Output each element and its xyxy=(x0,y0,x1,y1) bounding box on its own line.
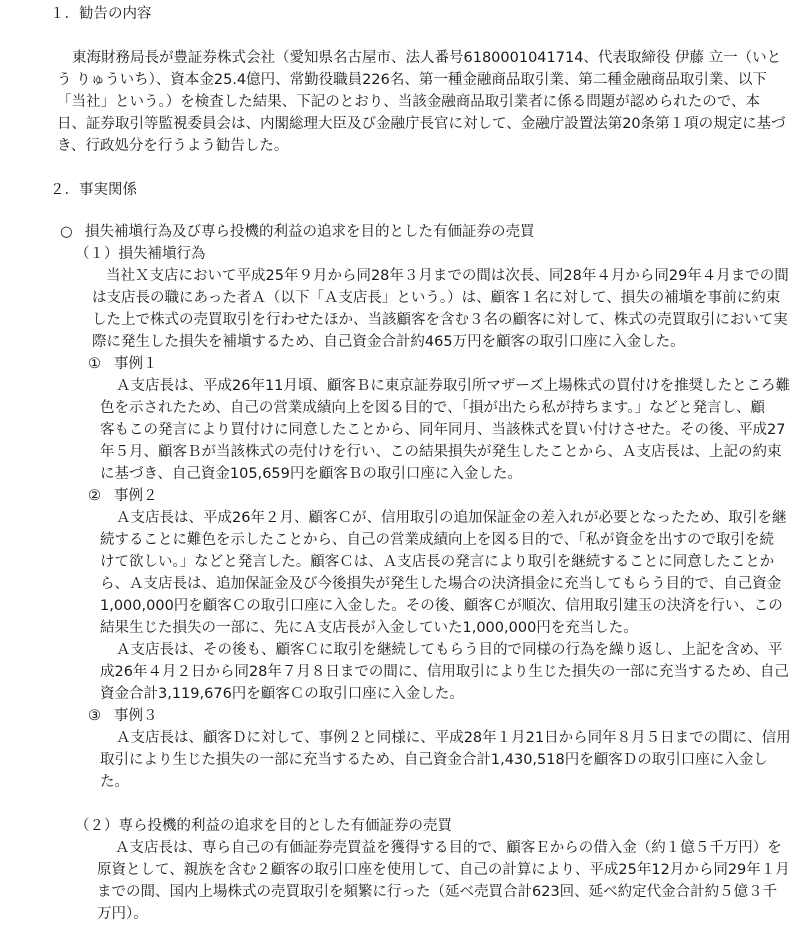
spacer xyxy=(0,157,805,179)
paragraph-line: 東海財務局長が豊証券株式会社（愛知県名古屋市、法人番号6180001041714、代表取締役 伊藤 立一（いと xyxy=(72,50,782,66)
case-1-heading xyxy=(0,353,805,375)
paragraph-line: けて欲しい。」などと発言した。顧客Ｃは、Ａ支店長の発言により取引を継続することに同意したことか xyxy=(100,554,775,570)
section1-heading: １．勧告の内容 xyxy=(50,6,152,22)
paragraph-line: ら、Ａ支店長は、追加保証金及び今後損失が発生した場合の決済損金に充当してもらう目的で、自己資金 xyxy=(100,576,782,592)
document xyxy=(0,3,805,925)
paragraph-line: 日、証券取引等監視委員会は、内閣総理大臣及び金融庁長官に対して、金融庁設置法第20条第１項の規定に基づ xyxy=(57,116,786,132)
sub2-heading: （２）専ら投機的利益の追求を目的とした有価証券の売買 xyxy=(75,818,452,834)
paragraph-line: Ａ支店長は、平成26年２月、顧客Ｃが、信用取引の追加保証金の差入れが必要となったため、取引を継 xyxy=(116,510,787,526)
paragraph-line: 資金合計3,119,676円を顧客Ｃの取引口座に入金した。 xyxy=(100,686,464,702)
paragraph-line: Ａ支店長は、顧客Ｄに対して、事例２と同様に、平成28年１月21日から同年８月５日までの間に、信用 xyxy=(116,730,791,746)
case-marker: ① xyxy=(88,356,101,372)
spacer xyxy=(0,793,805,815)
paragraph-line: 結果生じた損失の一部に、先にＡ支店長が入金していた1,000,000円を充当した。 xyxy=(100,620,638,636)
spacer xyxy=(0,201,805,221)
paragraph-line: 原資として、親族を含む２顧客の取引口座を使用して、自己の計算により、平成25年12月から同29年１月 xyxy=(97,862,790,878)
paragraph-line: う りゅういち）、資本金25.4億円、常勤役職員226名、第一種金融商品取引業、第二種金融商品取引業、以下 xyxy=(57,72,767,88)
paragraph-line: 1,000,000円を顧客Ｃの取引口座に入金した。その後、顧客Ｃが順次、信用取引建玉の決済を行い、この xyxy=(100,598,783,614)
paragraph-line: に基づき、自己資金105,659円を顧客Ｂの取引口座に入金した。 xyxy=(100,466,522,482)
paragraph-line: は支店長の職にあった者Ａ（以下「Ａ支店長」という。）は、顧客１名に対して、損失の補塡を事前に約束 xyxy=(92,290,781,306)
paragraph-line: した上で株式の売買取引を行わせたほか、当該顧客を含む３名の顧客に対して、株式の売買取引において実 xyxy=(92,312,788,328)
case-3-heading xyxy=(0,705,805,727)
paragraph-line: 成26年４月２日から同28年７月８日までの間に、信用取引により生じた損失の一部に充当するため、自己 xyxy=(100,664,789,680)
case-title: 事例３ xyxy=(114,708,158,724)
paragraph-line: 続することに難色を示したことから、自己の営業成績向上を図る目的で、「私が資金を出すので取引を続 xyxy=(100,532,774,548)
paragraph-line: 取引により生じた損失の一部に充当するため、自己資金合計1,430,518円を顧客Ｄの取引口座に入金し xyxy=(100,752,768,768)
paragraph-line: 色を示されたため、自己の営業成績向上を図る目的で、「損が出たら私が持ちます。」などと発言し、顧 xyxy=(100,400,765,416)
paragraph-line: た。 xyxy=(100,774,129,790)
paragraph-line: 当社Ｘ支店において平成25年９月から同28年３月までの間は次長、同28年４月から同29年４月までの間 xyxy=(106,268,789,284)
case-marker: ② xyxy=(88,488,101,504)
paragraph-line: 客もこの発言により買付けに同意したことから、同年同月、当該株式を買い付けさせた。その後、平成27 xyxy=(100,422,786,438)
paragraph-line: 「当社」という。）を検査した結果、下記のとおり、当該金融商品取引業者に係る問題が認められたので、本 xyxy=(57,94,760,110)
paragraph-line: Ａ支店長は、平成26年11月頃、顧客Ｂに東京証券取引所マザーズ上場株式の買付けを推奨したところ難 xyxy=(116,378,791,394)
paragraph-line: までの間、国内上場株式の売買取引を頻繁に行った（延べ売買合計623回、延べ約定代金合計約５億３千 xyxy=(97,884,778,900)
circle-bullet-icon: ○ xyxy=(60,224,73,240)
case-title: 事例２ xyxy=(114,488,158,504)
paragraph-line: Ａ支店長は、専ら自己の有価証券売買益を獲得する目的で、顧客Ｅからの借入金（約１億５千万円）を xyxy=(115,840,782,856)
case-title: 事例１ xyxy=(114,356,158,372)
sub1-heading: （１）損失補塡行為 xyxy=(75,246,206,262)
paragraph-line: 万円）。 xyxy=(97,906,148,922)
paragraph-line: き、行政処分を行うよう勧告した。 xyxy=(57,138,289,154)
section2-heading: ２．事実関係 xyxy=(50,182,137,198)
case-marker: ③ xyxy=(88,708,101,724)
item-title-text: 損失補塡行為及び専ら投機的利益の追求を目的とした有価証券の売買 xyxy=(85,224,535,240)
paragraph-line: Ａ支店長は、その後も、顧客Ｃに取引を継続してもらう目的で同様の行為を繰り返し、上記を含め、平 xyxy=(116,642,783,658)
section1-paragraph xyxy=(0,47,805,157)
paragraph-line: 年５月、顧客Ｂが当該株式の売付けを行い、この結果損失が発生したことから、Ａ支店長は、上記の約束 xyxy=(100,444,782,460)
spacer xyxy=(0,25,805,47)
paragraph-line: 際に発生した損失を補塡するため、自己資金合計約465万円を顧客の取引口座に入金した。 xyxy=(92,334,685,350)
section2-item-title xyxy=(0,221,805,243)
case-2-heading xyxy=(0,485,805,507)
